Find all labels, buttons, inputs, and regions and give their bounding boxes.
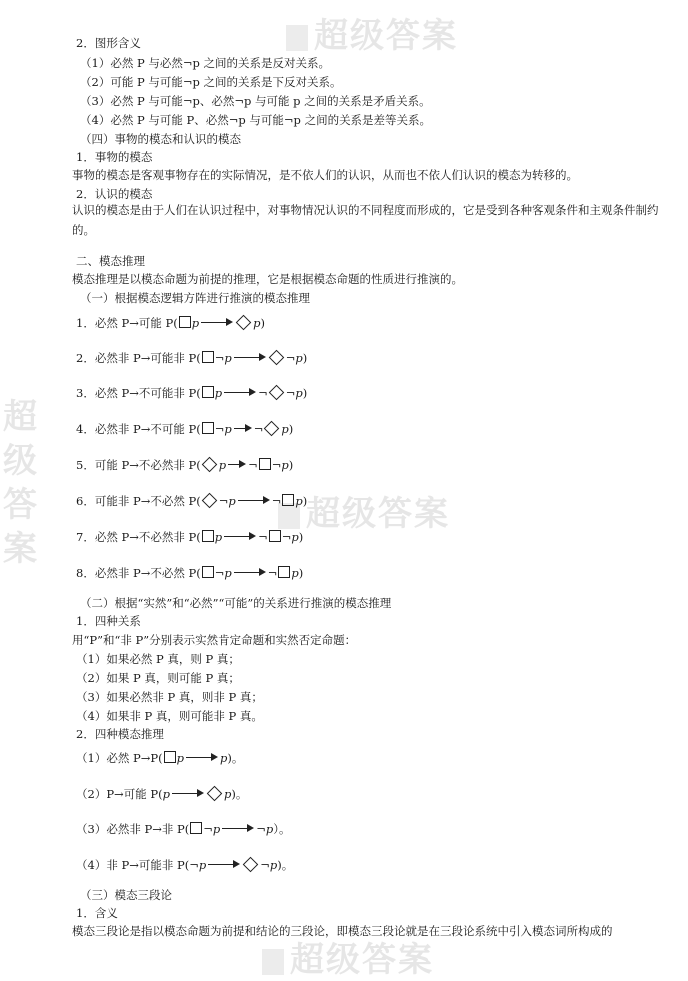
necessity-box-icon — [278, 566, 290, 578]
arrow-icon — [224, 531, 256, 541]
paragraph: 模态推理是以模态命题为前提的推理，它是根据模态命题的性质进行推演的。 — [72, 272, 463, 286]
formula-line: 1．必然 P→可能 P( p p) — [76, 316, 265, 330]
possibility-diamond-icon — [264, 421, 280, 437]
section-heading: 2．图形含义 — [76, 36, 141, 50]
text-line: （1）如果必然 P 真，则 P 真； — [76, 652, 240, 666]
formula-line: 5．可能 P→不必然非 P( p ¬ ¬p) — [76, 458, 294, 472]
paragraph: 事物的模态是客观事物存在的实际情况，是不依人们的认识，从而也不依人们认识的模态为转移的。 — [72, 168, 578, 182]
necessity-box-icon — [202, 422, 214, 434]
arrow-icon — [172, 788, 204, 798]
formula-line: （3）必然非 P→非 P( ¬p ¬p）。 — [76, 822, 291, 836]
text-line: （2）可能 P 与可能¬p 之间的关系是下反对关系。 — [80, 75, 342, 89]
section-heading: 1．四种关系 — [76, 614, 141, 628]
watermark-top: 超级答案 — [286, 8, 458, 57]
formula-line: 6．可能非 P→不必然 P( ¬p ¬ p) — [76, 494, 308, 508]
text-line: （3）如果必然非 P 真，则非 P 真； — [76, 690, 263, 704]
possibility-diamond-icon — [243, 857, 259, 873]
paragraph: 用“P”和“非 P”分别表示实然肯定命题和实然否定命题： — [72, 633, 357, 647]
watermark-bottom: 超级答案 — [262, 932, 434, 981]
necessity-box-icon — [164, 751, 176, 763]
necessity-box-icon — [202, 351, 214, 363]
arrow-icon — [228, 459, 246, 469]
watermark-logo-icon — [286, 25, 308, 51]
necessity-box-icon — [259, 458, 271, 470]
necessity-box-icon — [190, 822, 202, 834]
formula-line: 2．必然非 P→可能非 P( ¬p ¬p) — [76, 351, 308, 365]
formula-line: 8．必然非 P→不必然 P( ¬p ¬ p) — [76, 566, 304, 580]
possibility-diamond-icon — [268, 385, 284, 401]
watermark-vertical: 超 级 答 案 — [3, 397, 37, 569]
formula-line: （2）P→可能 P(p p)。 — [76, 787, 248, 801]
arrow-icon — [201, 317, 233, 327]
section-heading: （一）根据模态逻辑方阵进行推演的模态推理 — [80, 291, 310, 305]
arrow-icon — [186, 752, 218, 762]
arrow-icon — [238, 495, 270, 505]
possibility-diamond-icon — [201, 493, 217, 509]
necessity-box-icon — [202, 530, 214, 542]
section-heading: （四）事物的模态和认识的模态 — [80, 132, 241, 146]
necessity-box-icon — [179, 316, 191, 328]
section-heading: 1．含义 — [76, 906, 118, 920]
watermark-logo-icon — [262, 949, 284, 975]
arrow-icon — [224, 387, 256, 397]
formula-line: （1）必然 P→P( p p)。 — [76, 751, 244, 765]
necessity-box-icon — [282, 494, 294, 506]
formula-line: 3．必然 P→不可能非 P( p ¬ ¬p) — [76, 386, 308, 400]
arrow-icon — [208, 859, 240, 869]
possibility-diamond-icon — [236, 315, 252, 331]
paragraph: 认识的模态是由于人们在认识过程中，对事物情况认识的不同程度而形成的，它是受到各种客观条件和主观条件制约的。 — [72, 203, 659, 237]
section-heading: （二）根据“实然”和“必然”“可能”的关系进行推演的模态推理 — [80, 596, 392, 610]
possibility-diamond-icon — [201, 457, 217, 473]
text-line: （1）必然 P 与必然¬p 之间的关系是反对关系。 — [80, 56, 331, 70]
text-line: （2）如果 P 真，则可能 P 真； — [76, 671, 240, 685]
formula-line: 4．必然非 P→不可能 P( ¬p ¬ p) — [76, 422, 294, 436]
necessity-box-icon — [202, 566, 214, 578]
arrow-icon — [234, 352, 266, 362]
arrow-icon — [234, 567, 266, 577]
section-heading: 二、模态推理 — [76, 254, 145, 268]
section-heading: （三）模态三段论 — [80, 888, 172, 902]
text-line: （4）必然 P 与可能 P、必然¬p 与可能¬p 之间的关系是差等关系。 — [80, 113, 432, 127]
arrow-icon — [222, 823, 254, 833]
text-line: （4）如果非 P 真，则可能非 P 真。 — [76, 709, 263, 723]
necessity-box-icon — [269, 530, 281, 542]
possibility-diamond-icon — [207, 786, 223, 802]
formula-line: （4）非 P→可能非 P(¬p ¬p)。 — [76, 858, 294, 872]
section-heading: 1．事物的模态 — [76, 150, 153, 164]
section-heading: 2．四种模态推理 — [76, 727, 164, 741]
section-heading: 2．认识的模态 — [76, 187, 153, 201]
watermark-middle: 超级答案 — [278, 486, 450, 535]
formula-line: 7．必然 P→不必然非 P( p ¬ ¬p) — [76, 530, 304, 544]
text-line: （3）必然 P 与可能¬p、必然¬p 与可能 p 之间的关系是矛盾关系。 — [80, 94, 431, 108]
arrow-icon — [234, 423, 252, 433]
paragraph: 模态三段论是指以模态命题为前提和结论的三段论，即模态三段论就是在三段论系统中引入模态词所构成的 — [72, 924, 613, 938]
possibility-diamond-icon — [268, 350, 284, 366]
necessity-box-icon — [202, 386, 214, 398]
